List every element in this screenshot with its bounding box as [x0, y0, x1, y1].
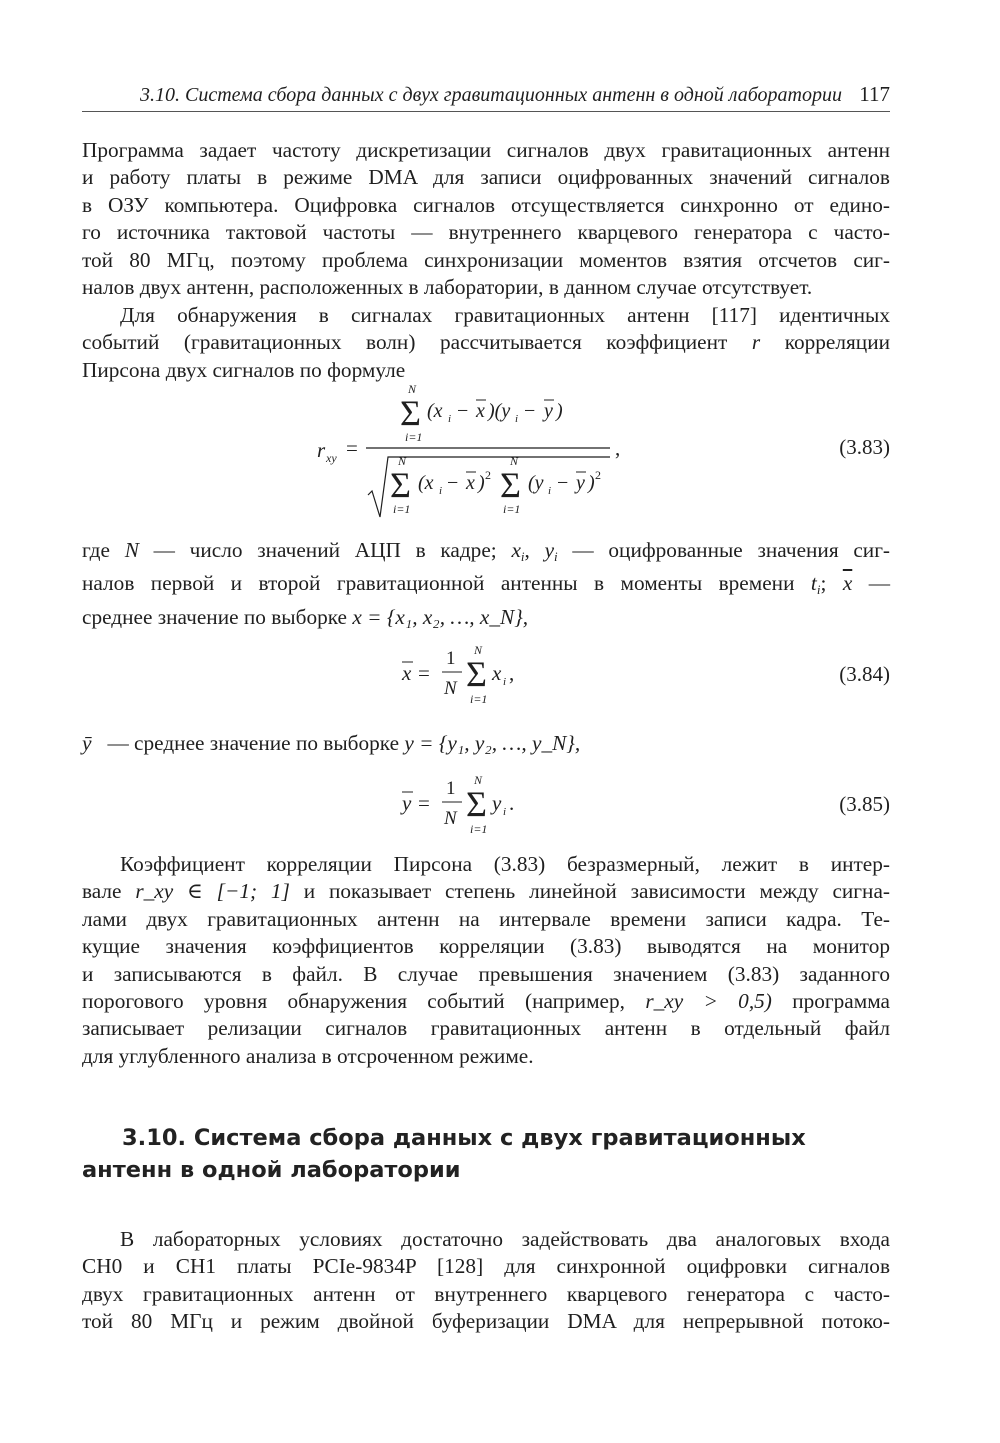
text-line: Пирсона двух сигналов по формуле [82, 357, 406, 382]
text-line: ȳ — среднее значение по выборке y = {y₁, y₂, …, y_N}, [82, 731, 581, 755]
text-line: записывает релизации сигналов гравитационных антенн в отдельный файл [82, 1016, 890, 1041]
svg-text:Σ: Σ [466, 784, 487, 824]
text-line: и работу платы в режиме DMA для записи оцифрованных значений сигналов [82, 165, 890, 190]
text-line: двух гравитационных антенн от внутреннего кварцевого генератора с часто- [82, 1281, 890, 1306]
text-line: Для обнаружения в сигналах гравитационных антенн [117] идентичных [120, 303, 890, 327]
section-heading [82, 1122, 842, 1186]
equation-3-83 [82, 385, 890, 525]
svg-text:−: − [524, 400, 536, 422]
svg-text:−: − [557, 472, 569, 494]
text-line: той 80 МГц, поэтому проблема синхронизации моментов взятия отсчетов сиг- [82, 247, 890, 272]
svg-text:1: 1 [446, 648, 456, 669]
section-heading-line-2: антенн в одной лаборатории [82, 1157, 461, 1183]
svg-text:2: 2 [595, 468, 601, 482]
svg-text:N: N [444, 808, 457, 829]
text-line: той 80 МГц и режим двойной буферизации DMA для непрерывной потоко- [82, 1309, 890, 1334]
svg-text:Σ: Σ [400, 393, 421, 433]
equation-number: (3.83) [839, 435, 890, 459]
svg-text:i=1: i=1 [470, 692, 488, 706]
running-head [82, 82, 890, 112]
symbol-r: r [751, 330, 761, 355]
text-line: кущие значения коэффициентов корреляции (3.83) выводятся на монитор [82, 934, 890, 959]
svg-text:N: N [474, 773, 483, 787]
svg-text:y: y [576, 472, 585, 494]
svg-text:−: − [447, 472, 459, 494]
page-number: 117 [859, 82, 890, 106]
text-line: и записываются в файл. В случае превышения значением (3.83) заданного [82, 961, 890, 986]
svg-text:xy: xy [326, 451, 337, 465]
svg-text:): ) [588, 472, 595, 494]
svg-text:,: , [615, 436, 621, 460]
svg-text:i: i [439, 485, 443, 497]
svg-text:i: i [503, 676, 507, 688]
svg-text:i: i [515, 413, 519, 425]
svg-text:y: y [544, 400, 553, 422]
svg-text:2: 2 [485, 468, 491, 482]
svg-text:(x: (x [427, 400, 443, 422]
svg-text:N: N [444, 678, 457, 699]
svg-text:Σ: Σ [466, 654, 487, 694]
svg-text:=: = [418, 661, 430, 685]
svg-text:(x: (x [418, 472, 434, 494]
paragraph-6 [82, 1226, 890, 1336]
text-line: налов двух антенн, расположенных в лаборатории, в данном случае отсутствует. [82, 275, 813, 300]
paragraph-5 [82, 851, 890, 1070]
svg-text:i: i [548, 485, 552, 497]
svg-text:x: x [466, 472, 475, 494]
svg-text:)(y: )(y [488, 400, 511, 422]
equation-3-85 [82, 770, 890, 840]
svg-text:i: i [503, 806, 507, 818]
svg-text:Σ: Σ [390, 465, 411, 505]
svg-text:): ) [478, 472, 485, 494]
svg-text:i=1: i=1 [503, 502, 521, 516]
svg-text:N: N [474, 643, 483, 657]
text-line: налов первой и второй гравитационной антенны в моменты времени $t_i$; $\overline{x}$ — [82, 571, 890, 598]
svg-text:1: 1 [446, 778, 456, 799]
svg-text:(y: (y [528, 472, 544, 494]
paragraph-4 [82, 730, 890, 757]
text-line: Коэффициент корреляции Пирсона (3.83) безразмерный, лежит в интер- [120, 852, 890, 876]
svg-text:x: x [476, 400, 485, 422]
text-line: где N — число значений АЦП в кадре; $x_i$, $y_i$ — оцифрованные значения сиг- [82, 538, 891, 564]
paragraph-2 [82, 302, 890, 384]
svg-text:i=1: i=1 [393, 502, 411, 516]
text-line: порогового уровня обнаружения событий (например, r_xy > 0,5) программа [82, 989, 891, 1014]
text-line: В лабораторных условиях достаточно задействовать два аналоговых входа [120, 1227, 890, 1251]
section-heading-line-1: 3.10. Система сбора данных с двух гравитационных [122, 1125, 806, 1151]
mean-x-formula [82, 640, 890, 710]
paragraph-3 [82, 537, 890, 631]
svg-text:N: N [408, 385, 417, 396]
svg-text:): ) [556, 400, 563, 422]
svg-text:r: r [317, 438, 326, 462]
svg-text:−: − [457, 400, 469, 422]
svg-text:x: x [492, 661, 502, 685]
text-line: CH0 и CH1 платы PCIe-9834P [128] для синхронной оцифровки сигналов [82, 1254, 890, 1279]
svg-text:i=1: i=1 [470, 822, 488, 836]
text-line: в ОЗУ компьютера. Оцифровка сигналов отсуществляется синхронно от едино- [82, 192, 890, 217]
equation-number: (3.84) [839, 662, 890, 686]
svg-text:y: y [492, 791, 502, 815]
svg-text:=: = [418, 791, 430, 815]
mean-y-formula [82, 770, 890, 840]
text-line: го источника тактовой частоты — внутреннего кварцевого генератора с часто- [82, 220, 890, 245]
equation-3-84 [82, 640, 890, 710]
text-line: Программа задает частоту дискретизации сигналов двух гравитационных антенн [82, 138, 890, 162]
text-line: лами двух гравитационных антенн на интервале времени записи кадра. Те- [82, 906, 890, 931]
svg-text:y: y [402, 791, 412, 815]
svg-text:N: N [398, 454, 407, 468]
running-head-title: 3.10. Система сбора данных с двух гравитационных антенн в одной лаборатории [140, 84, 842, 106]
text-line: событий (гравитационных волн) рассчитывается коэффициент r корреляции [82, 330, 890, 355]
text-line: для углубленного анализа в отсроченном режиме. [82, 1043, 534, 1068]
equation-number: (3.85) [839, 792, 890, 816]
svg-text:Σ: Σ [500, 465, 521, 505]
text-line: среднее значение по выборке x = {x₁, x₂, …, x_N}, [82, 604, 529, 629]
svg-text:i=1: i=1 [405, 430, 423, 444]
svg-text:N: N [510, 454, 519, 468]
svg-text:i: i [448, 413, 452, 425]
pearson-formula [82, 385, 890, 525]
svg-text:,: , [509, 661, 515, 685]
svg-text:.: . [509, 791, 515, 815]
paragraph-1 [82, 137, 890, 301]
svg-text:=: = [346, 436, 358, 460]
svg-text:x: x [402, 661, 412, 685]
text-line: вале r_xy ∈ [−1; 1] и показывает степень линейной зависимости между сигна- [82, 879, 890, 904]
